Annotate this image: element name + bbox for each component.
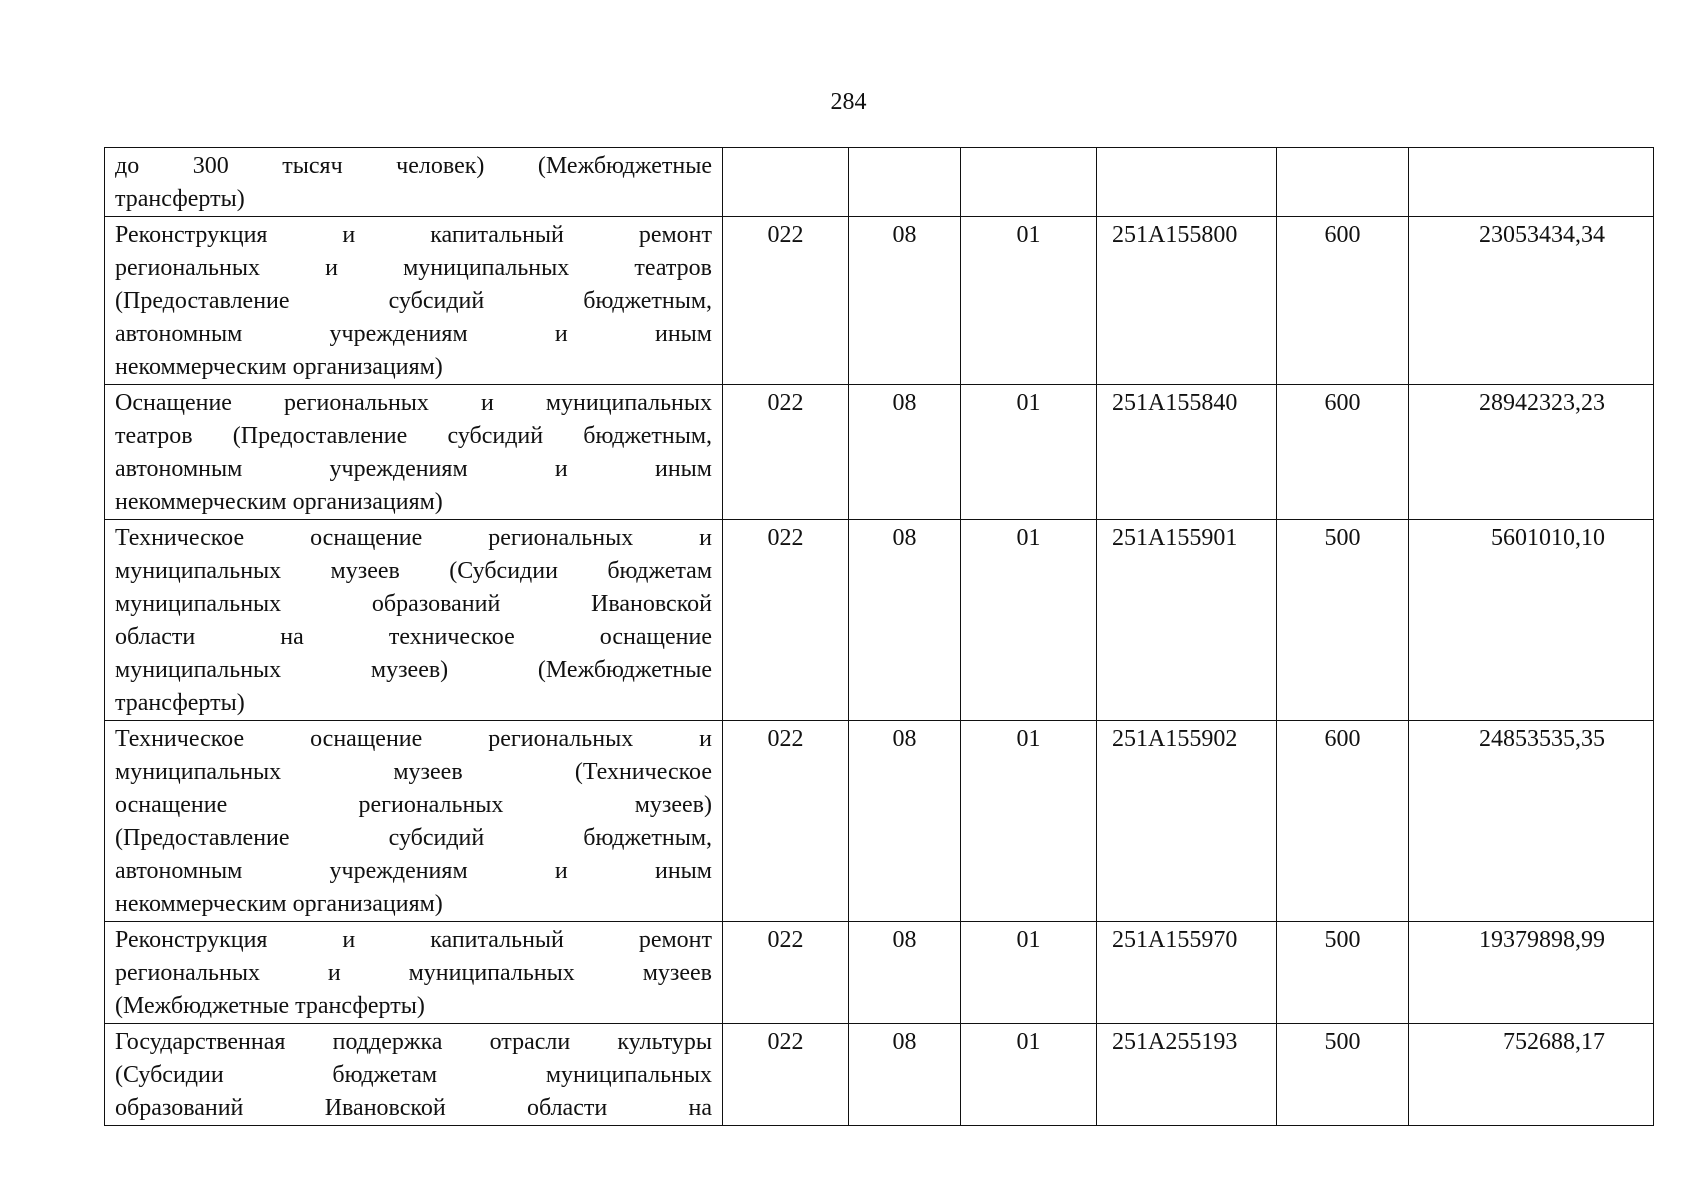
description-line: Реконструкция и капитальный ремонт [115,927,712,953]
amount: 23053434,34 [1409,217,1654,385]
table-row [105,217,1654,385]
expense-type-code [1277,148,1409,217]
table-row [105,148,1654,217]
table-row [105,385,1654,520]
description-line: образований Ивановской области на [115,1095,712,1121]
section-code: 08 [849,922,961,1024]
table-row [105,922,1654,1024]
subsection-code: 01 [961,1024,1097,1126]
description-line: Государственная поддержка отрасли культуры [115,1029,712,1055]
row-description [105,148,723,217]
description-line: региональных и муниципальных театров [115,255,712,281]
description-line: (Межбюджетные трансферты) [115,993,425,1019]
expense-type-code: 500 [1277,922,1409,1024]
page-number: 284 [830,89,867,115]
amount [1409,148,1654,217]
expense-type-code: 600 [1277,385,1409,520]
row-description [105,520,723,721]
description-line: трансферты) [115,690,245,716]
ministry-code: 022 [723,520,849,721]
expense-type-code: 500 [1277,1024,1409,1126]
row-description [105,217,723,385]
table-row [105,721,1654,922]
target-article-code: 251A155901 [1097,520,1277,721]
ministry-code: 022 [723,385,849,520]
section-code: 08 [849,520,961,721]
section-code: 08 [849,1024,961,1126]
ministry-code: 022 [723,721,849,922]
description-line: муниципальных образований Ивановской [115,591,712,617]
target-article-code: 251A155902 [1097,721,1277,922]
amount: 19379898,99 [1409,922,1654,1024]
amount: 5601010,10 [1409,520,1654,721]
description-line: Техническое оснащение региональных и [115,525,712,551]
expense-type-code: 600 [1277,721,1409,922]
amount: 24853535,35 [1409,721,1654,922]
expense-type-code: 500 [1277,520,1409,721]
ministry-code: 022 [723,922,849,1024]
description-line: (Предоставление субсидий бюджетным, [115,825,712,851]
description-line: Техническое оснащение региональных и [115,726,712,752]
section-code: 08 [849,217,961,385]
table-row [105,1024,1654,1126]
target-article-code: 251A255193 [1097,1024,1277,1126]
subsection-code: 01 [961,217,1097,385]
description-line: муниципальных музеев (Субсидии бюджетам [115,558,712,584]
subsection-code: 01 [961,385,1097,520]
subsection-code: 01 [961,922,1097,1024]
description-line: муниципальных музеев (Техническое [115,759,712,785]
subsection-code: 01 [961,520,1097,721]
description-line: автономным учреждениям и иным [115,858,712,884]
table-row [105,520,1654,721]
ministry-code: 022 [723,1024,849,1126]
description-line: некоммерческим организациям) [115,489,443,515]
description-line: оснащение региональных музеев) [115,792,712,818]
description-line: до 300 тысяч человек) (Межбюджетные [115,153,712,179]
row-description [105,922,723,1024]
description-line: региональных и муниципальных музеев [115,960,712,986]
amount: 28942323,23 [1409,385,1654,520]
row-description [105,385,723,520]
description-line: области на техническое оснащение [115,624,712,650]
description-line: некоммерческим организациям) [115,891,443,917]
budget-table [104,147,1654,1126]
description-line: Оснащение региональных и муниципальных [115,390,712,416]
target-article-code: 251A155840 [1097,385,1277,520]
description-line: некоммерческим организациям) [115,354,443,380]
ministry-code: 022 [723,217,849,385]
section-code: 08 [849,721,961,922]
subsection-code [961,148,1097,217]
description-line: трансферты) [115,186,245,212]
description-line: (Субсидии бюджетам муниципальных [115,1062,712,1088]
expense-type-code: 600 [1277,217,1409,385]
description-line: театров (Предоставление субсидий бюджетным, [115,423,712,449]
subsection-code: 01 [961,721,1097,922]
row-description [105,1024,723,1126]
amount: 752688,17 [1409,1024,1654,1126]
description-line: (Предоставление субсидий бюджетным, [115,288,712,314]
description-line: автономным учреждениям и иным [115,456,712,482]
section-code: 08 [849,385,961,520]
target-article-code: 251A155800 [1097,217,1277,385]
description-line: автономным учреждениям и иным [115,321,712,347]
description-line: Реконструкция и капитальный ремонт [115,222,712,248]
row-description [105,721,723,922]
section-code [849,148,961,217]
target-article-code [1097,148,1277,217]
ministry-code [723,148,849,217]
target-article-code: 251A155970 [1097,922,1277,1024]
description-line: муниципальных музеев) (Межбюджетные [115,657,712,683]
